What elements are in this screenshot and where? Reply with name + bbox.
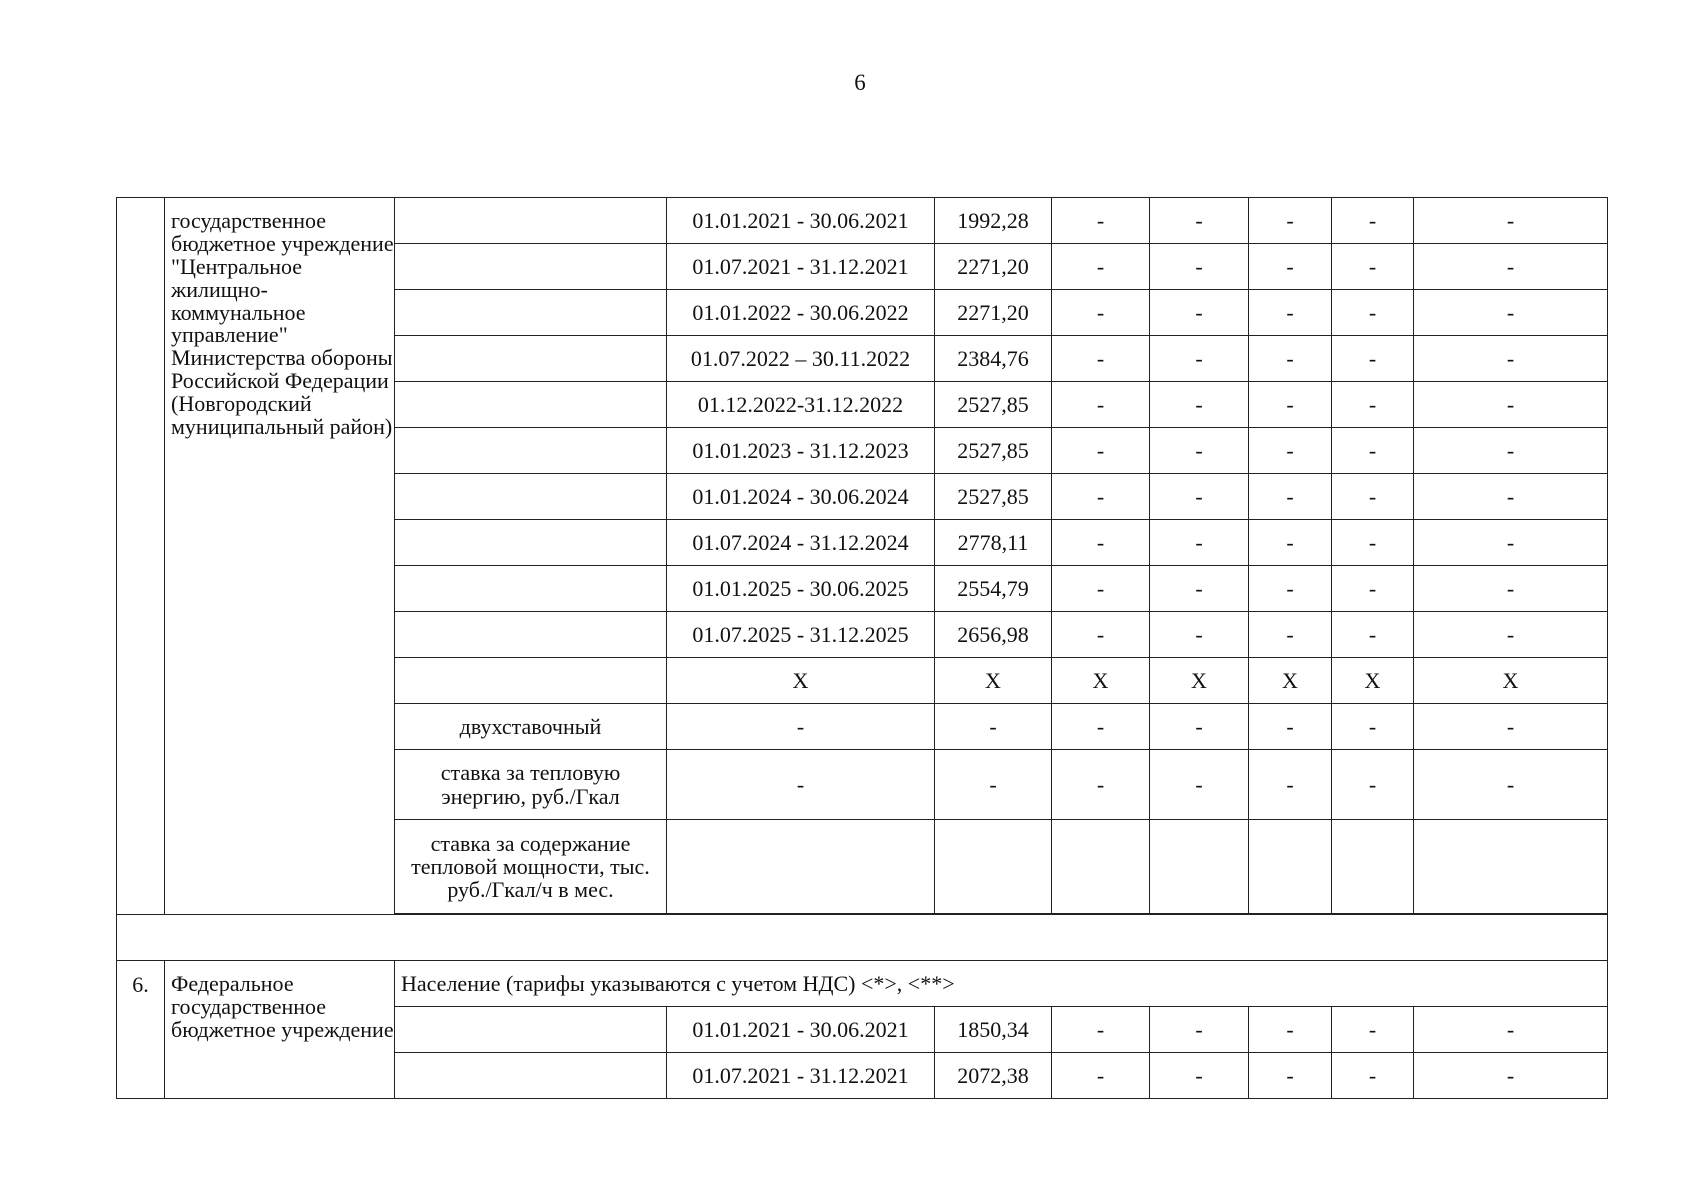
dash-cell: - <box>1332 474 1414 520</box>
energy-rate-label: ставка за тепловую энергию, руб./Гкал <box>395 750 667 820</box>
dash-cell: - <box>1150 382 1249 428</box>
capacity-rate-label: ставка за содержание тепловой мощности, тыс. руб./Гкал/ч в мес. <box>395 820 667 914</box>
empty-cell <box>395 566 667 612</box>
dash-cell: - <box>1150 1007 1249 1053</box>
dash-cell: - <box>1332 612 1414 658</box>
x-cell: X <box>1332 658 1414 704</box>
period-cell: 01.07.2022 – 30.11.2022 <box>667 336 935 382</box>
dash-cell: - <box>1150 1053 1249 1099</box>
x-cell: X <box>935 658 1052 704</box>
dash-cell: - <box>1332 566 1414 612</box>
dash-cell: - <box>1052 1007 1150 1053</box>
dash-cell: - <box>1150 612 1249 658</box>
tariff-value-cell: 2271,20 <box>935 290 1052 336</box>
dash-cell: - <box>667 750 935 820</box>
period-cell: 01.01.2023 - 31.12.2023 <box>667 428 935 474</box>
dash-cell: - <box>1332 1053 1414 1099</box>
tariff-value-cell: 2271,20 <box>935 244 1052 290</box>
dash-cell: - <box>1249 612 1332 658</box>
dash-cell: - <box>1150 704 1249 750</box>
table-row <box>117 198 1608 244</box>
empty-cell <box>935 820 1052 914</box>
period-cell: 01.07.2024 - 31.12.2024 <box>667 520 935 566</box>
dash-cell: - <box>1249 1053 1332 1099</box>
empty-cell <box>395 290 667 336</box>
row-number-cell <box>117 198 165 915</box>
dash-cell: - <box>1052 704 1150 750</box>
dash-cell: - <box>935 704 1052 750</box>
tariff-value-cell: 2072,38 <box>935 1053 1052 1099</box>
dash-cell: - <box>1249 474 1332 520</box>
dash-cell: - <box>1332 704 1414 750</box>
dash-cell: - <box>1249 750 1332 820</box>
empty-cell <box>395 658 667 704</box>
dash-cell: - <box>1249 290 1332 336</box>
dash-cell: - <box>1249 566 1332 612</box>
dash-cell: - <box>1150 244 1249 290</box>
dash-cell: - <box>935 750 1052 820</box>
empty-cell <box>395 428 667 474</box>
dash-cell: - <box>1052 612 1150 658</box>
organization-cell: государственное бюджетное учреждение "Центральное жилищно-коммунальное управление" Министерства обороны Российской Федерации (Новгородский муниципальный район) <box>165 198 395 915</box>
dash-cell: - <box>1150 750 1249 820</box>
dash-cell: - <box>1052 428 1150 474</box>
dash-cell: - <box>1414 612 1608 658</box>
dash-cell: - <box>1414 198 1608 244</box>
dash-cell: - <box>1414 474 1608 520</box>
dash-cell: - <box>1414 336 1608 382</box>
dash-cell: - <box>1332 290 1414 336</box>
tariff-value-cell: 2527,85 <box>935 474 1052 520</box>
dash-cell: - <box>1414 1007 1608 1053</box>
dash-cell: - <box>1052 520 1150 566</box>
empty-cell <box>1052 820 1150 914</box>
dash-cell: - <box>1249 336 1332 382</box>
empty-cell <box>1414 820 1608 914</box>
dash-cell: - <box>1150 428 1249 474</box>
empty-cell <box>667 820 935 914</box>
x-cell: X <box>667 658 935 704</box>
empty-cell <box>395 198 667 244</box>
dash-cell: - <box>1052 1053 1150 1099</box>
dash-cell: - <box>1150 566 1249 612</box>
dash-cell: - <box>1150 290 1249 336</box>
empty-cell <box>395 520 667 566</box>
x-cell: X <box>1249 658 1332 704</box>
period-cell: 01.01.2024 - 30.06.2024 <box>667 474 935 520</box>
dash-cell: - <box>1332 1007 1414 1053</box>
empty-cell <box>395 474 667 520</box>
dash-cell: - <box>1052 750 1150 820</box>
tariff-value-cell: 2778,11 <box>935 520 1052 566</box>
dash-cell: - <box>1052 566 1150 612</box>
tariff-value-cell: 1850,34 <box>935 1007 1052 1053</box>
empty-cell <box>395 1007 667 1053</box>
tariff-value-cell: 2527,85 <box>935 428 1052 474</box>
dash-cell: - <box>1332 428 1414 474</box>
dash-cell: - <box>1249 244 1332 290</box>
dash-cell: - <box>1332 336 1414 382</box>
x-cell: X <box>1414 658 1608 704</box>
dash-cell: - <box>1414 520 1608 566</box>
period-cell: 01.07.2021 - 31.12.2021 <box>667 244 935 290</box>
x-cell: X <box>1052 658 1150 704</box>
empty-cell <box>395 382 667 428</box>
table-row <box>117 961 1608 1007</box>
empty-cell <box>1150 820 1249 914</box>
dash-cell: - <box>1052 336 1150 382</box>
two-rate-label: двухставочный <box>395 704 667 750</box>
dash-cell: - <box>1414 382 1608 428</box>
dash-cell: - <box>1150 520 1249 566</box>
dash-cell: - <box>1332 244 1414 290</box>
tariff-value-cell: 2384,76 <box>935 336 1052 382</box>
page-number: 6 <box>854 70 866 95</box>
dash-cell: - <box>1052 290 1150 336</box>
dash-cell: - <box>1414 750 1608 820</box>
dash-cell: - <box>1332 520 1414 566</box>
x-cell: X <box>1150 658 1249 704</box>
dash-cell: - <box>1414 290 1608 336</box>
dash-cell: - <box>1052 198 1150 244</box>
dash-cell: - <box>667 704 935 750</box>
dash-cell: - <box>1414 704 1608 750</box>
period-cell: 01.01.2025 - 30.06.2025 <box>667 566 935 612</box>
dash-cell: - <box>1249 198 1332 244</box>
table-row-separator <box>117 915 1608 961</box>
empty-cell <box>1332 820 1414 914</box>
dash-cell: - <box>1052 244 1150 290</box>
period-cell: 01.01.2021 - 30.06.2021 <box>667 1007 935 1053</box>
period-cell: 01.01.2021 - 30.06.2021 <box>667 198 935 244</box>
tariff-value-cell: 2554,79 <box>935 566 1052 612</box>
empty-cell <box>117 915 1608 961</box>
dash-cell: - <box>1249 382 1332 428</box>
period-cell: 01.01.2022 - 30.06.2022 <box>667 290 935 336</box>
empty-cell <box>395 612 667 658</box>
period-cell: 01.07.2021 - 31.12.2021 <box>667 1053 935 1099</box>
tariff-value-cell: 2656,98 <box>935 612 1052 658</box>
empty-cell <box>395 244 667 290</box>
dash-cell: - <box>1052 474 1150 520</box>
dash-cell: - <box>1249 704 1332 750</box>
dash-cell: - <box>1052 382 1150 428</box>
dash-cell: - <box>1249 428 1332 474</box>
row-number-cell: 6. <box>117 961 165 1099</box>
dash-cell: - <box>1150 474 1249 520</box>
empty-cell <box>395 1053 667 1099</box>
dash-cell: - <box>1249 520 1332 566</box>
empty-cell <box>1249 820 1332 914</box>
organization-cell: Федеральное государственное бюджетное учреждение <box>165 961 395 1099</box>
tariff-value-cell: 1992,28 <box>935 198 1052 244</box>
dash-cell: - <box>1332 750 1414 820</box>
population-group-label: Население (тарифы указываются с учетом НДС) <*>, <**> <box>395 961 1608 1007</box>
dash-cell: - <box>1150 336 1249 382</box>
dash-cell: - <box>1249 1007 1332 1053</box>
dash-cell: - <box>1332 382 1414 428</box>
tariff-table <box>116 197 1608 1099</box>
period-cell: 01.07.2025 - 31.12.2025 <box>667 612 935 658</box>
dash-cell: - <box>1414 428 1608 474</box>
tariff-value-cell: 2527,85 <box>935 382 1052 428</box>
empty-cell <box>395 336 667 382</box>
dash-cell: - <box>1150 198 1249 244</box>
dash-cell: - <box>1332 198 1414 244</box>
dash-cell: - <box>1414 566 1608 612</box>
period-cell: 01.12.2022-31.12.2022 <box>667 382 935 428</box>
dash-cell: - <box>1414 1053 1608 1099</box>
dash-cell: - <box>1414 244 1608 290</box>
